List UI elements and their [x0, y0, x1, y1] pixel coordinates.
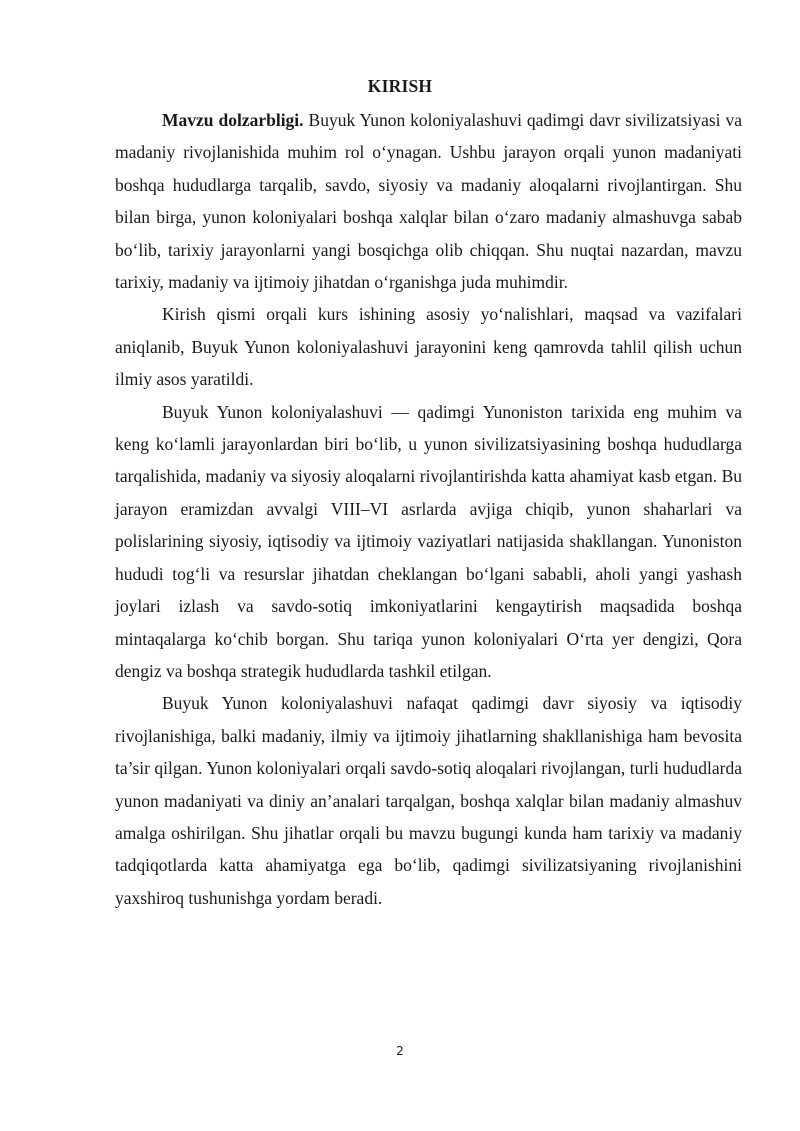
paragraph-text: Buyuk Yunon koloniyalashuvi qadimgi davr sivilizatsiyasi va madaniy rivojlanishida muhim rol o‘ynagan. Ushbu jarayon orqali yunon madaniyati boshqa hududlarga tarqalib, savdo, siyosiy va madaniy aloqalarni rivojlantirgan. Shu bilan birga, yunon koloniyalari boshqa xalqlar bilan o‘zaro madaniy almashuvga sabab bo‘lib, tarixiy jarayonlarni yangi bosqichga olib chiqqan. Shu nuqtai nazardan, mavzu tarixiy, madaniy va ijtimoiy jihatdan o‘rganishga juda muhimdir.	[115, 110, 743, 293]
paragraph-lead: Mavzu dolzarbligi.	[162, 110, 304, 130]
section-heading: KIRISH	[367, 76, 433, 96]
body-text	[115, 104, 742, 914]
paragraph-intro-scope: Kirish qismi orqali kurs ishining asosiy yo‘nalishlari, maqsad va vazifalari aniqlanib, Buyuk Yunon koloniyalashuvi jarayonini keng qamrovda tahlil qilish uchun ilmiy asos yaratildi.	[115, 304, 742, 390]
paragraph-relevance	[115, 104, 742, 298]
page-number: 2	[396, 1044, 404, 1058]
paragraph-colonization-overview: Buyuk Yunon koloniyalashuvi — qadimgi Yunoniston tarixida eng muhim va keng ko‘lamli jarayonlardan biri bo‘lib, u yunon sivilizatsiyasining boshqa hududlarga tarqalishida, madaniy va siyosiy aloqalarni rivojlantirishda katta ahamiyat kasb etgan. Bu jarayon eramizdan avvalgi VIII–VI asrlarda avjiga chiqib, yunon shaharlari va polislarining siyosiy, iqtisodiy va ijtimoiy vaziyatlari natijasida shakllangan. Yunoniston hududi tog‘li va resurslar jihatdan cheklangan bo‘lgani sababli, aholi yangi yashash joylari izlash va savdo-sotiq imkoniyatlarini kengaytirish maqsadida boshqa mintaqalarga ko‘chib borgan. Shu tariqa yunon koloniyalari O‘rta yer dengizi, Qora dengiz va boshqa strategik hududlarda tashkil etilgan.	[115, 401, 742, 681]
paragraph-colonization-impact: Buyuk Yunon koloniyalashuvi nafaqat qadimgi davr siyosiy va iqtisodiy rivojlanishiga, balki madaniy, ilmiy va ijtimoiy jihatlarning shakllanishiga ham bevosita ta’sir qilgan. Yunon koloniyalari orqali savdo-sotiq aloqalari rivojlangan, turli hududlarda yunon madaniyati va diniy an’analari tarqalgan, boshqa xalqlar bilan madaniy almashuv amalga oshirilgan. Shu jihatlar orqali bu mavzu bugungi kunda ham tarixiy va madaniy tadqiqotlarda katta ahamiyatga ega bo‘lib, qadimgi sivilizatsiyaning rivojlanishini yaxshiroq tushunishga yordam beradi.	[115, 693, 742, 908]
